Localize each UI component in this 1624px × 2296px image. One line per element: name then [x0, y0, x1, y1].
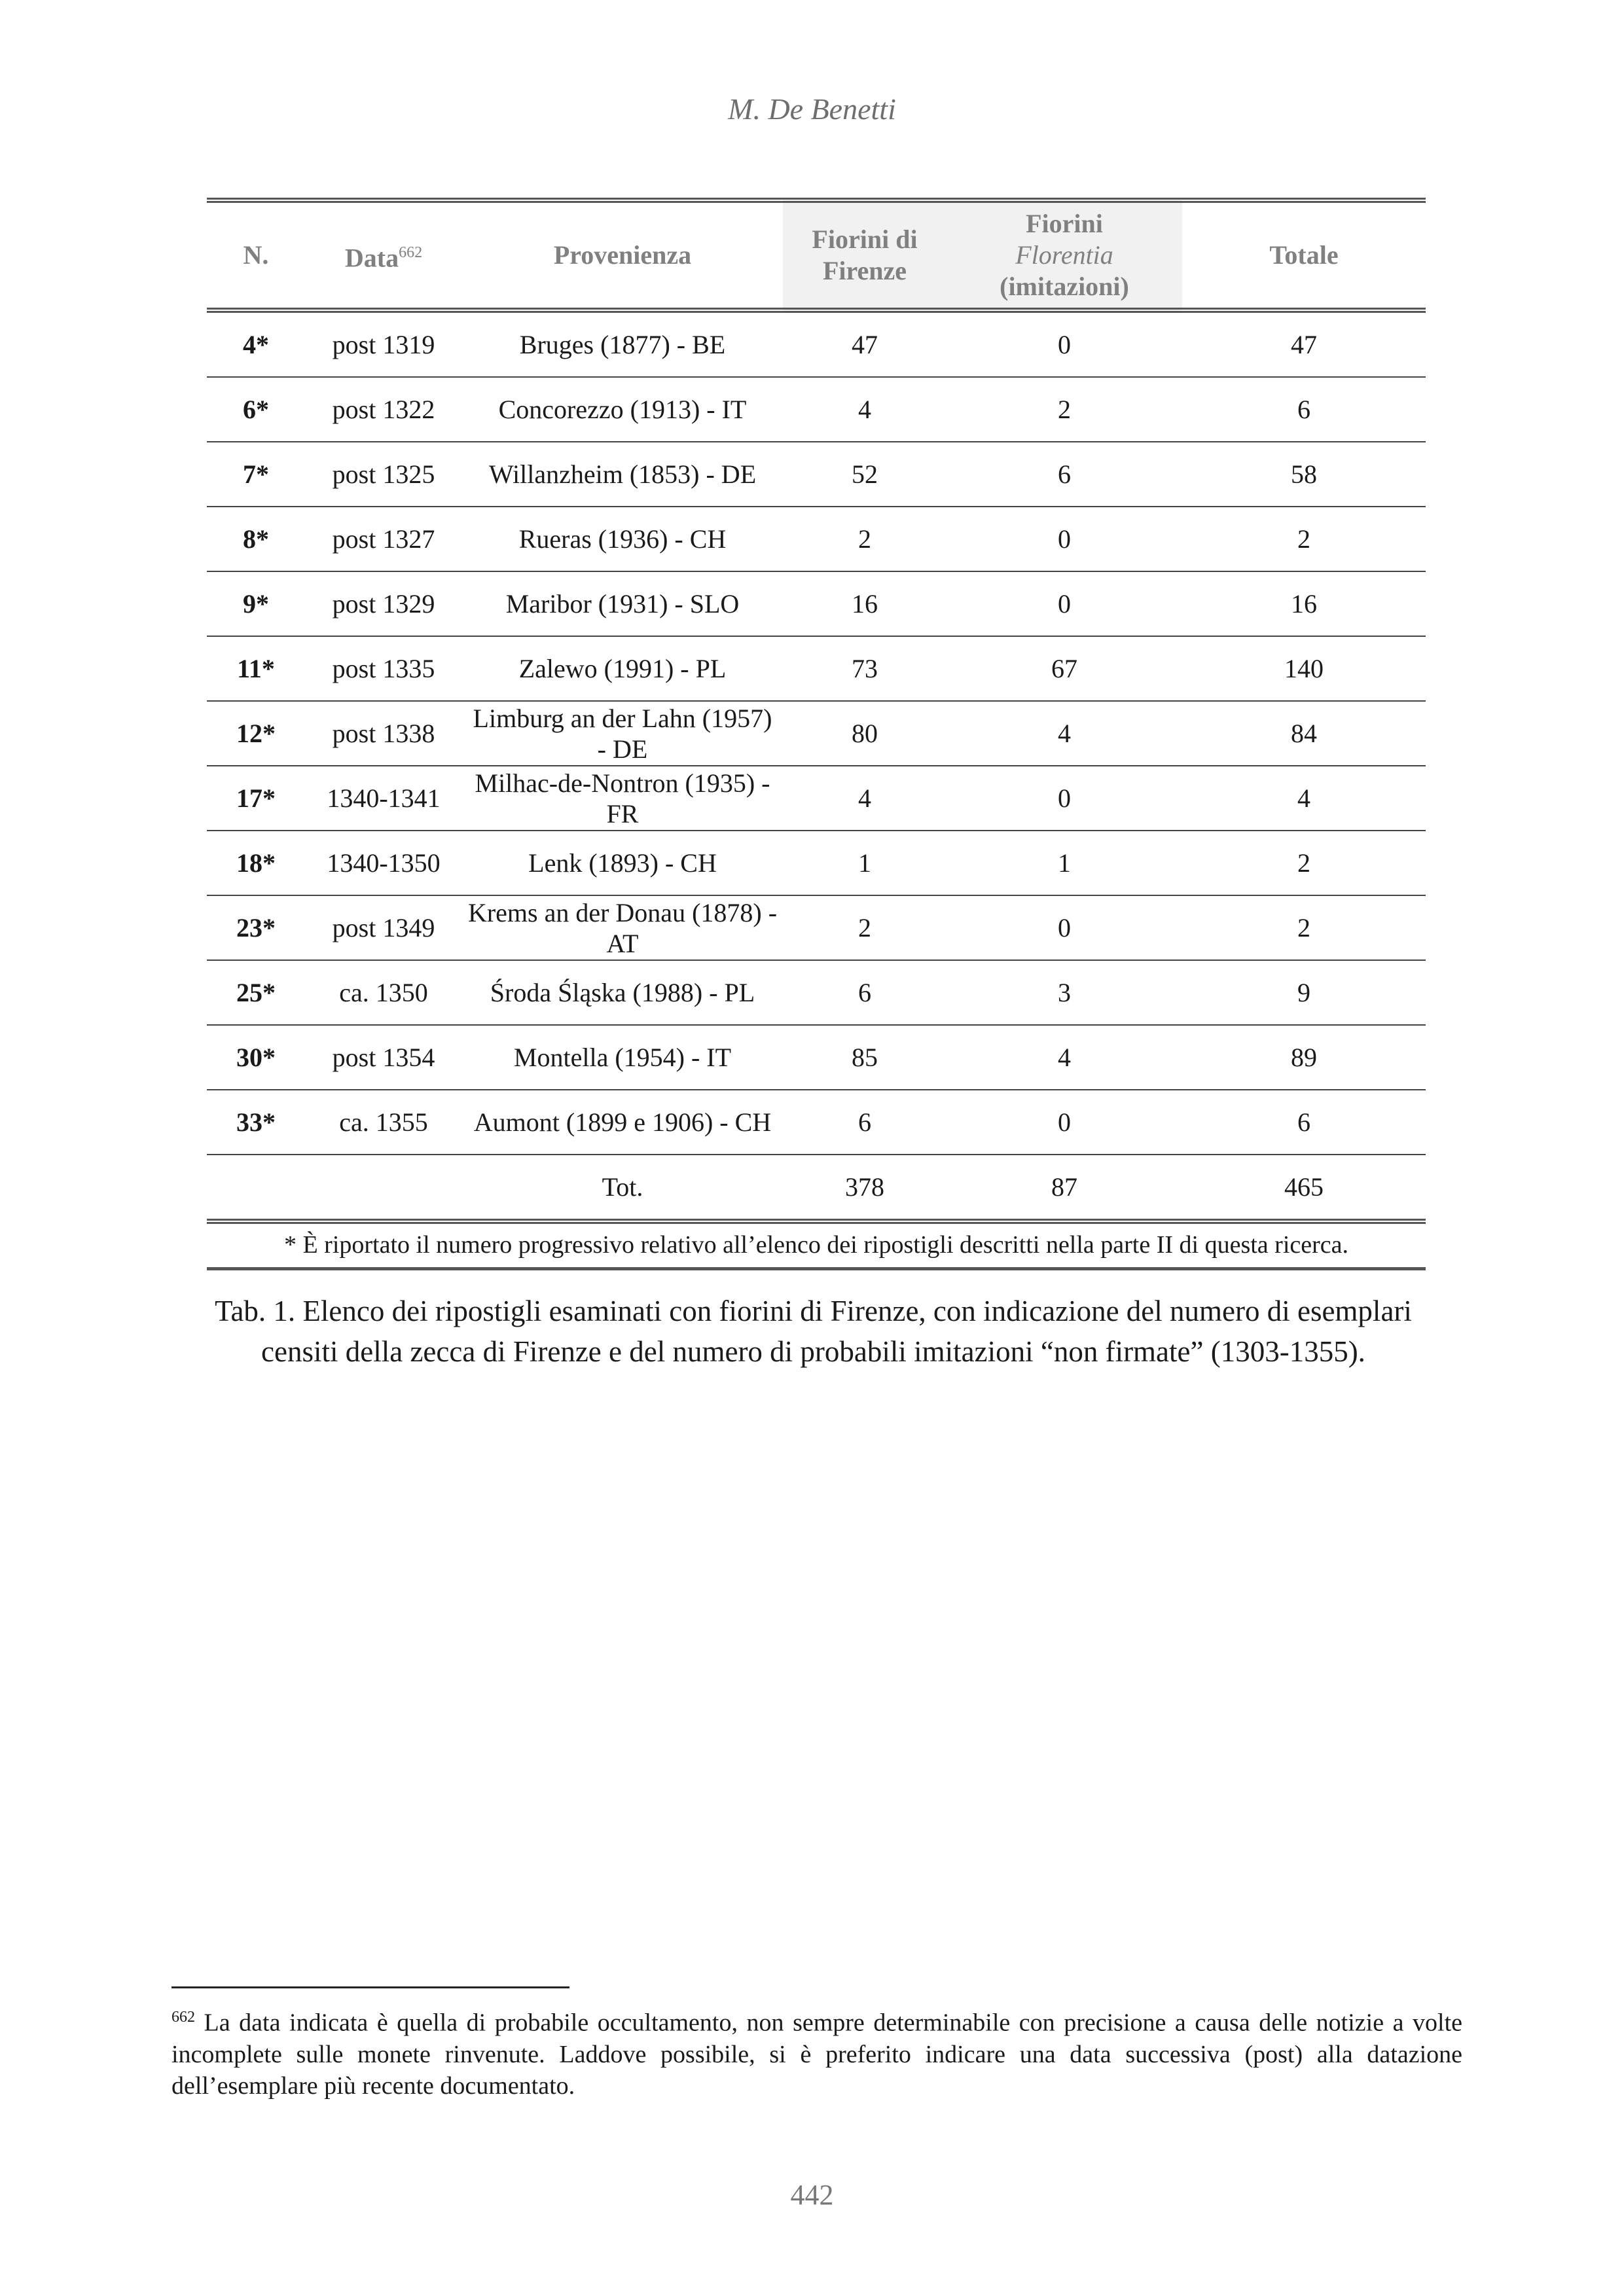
cell-fiorini-firenze: 73	[783, 636, 947, 701]
cell-n: 18*	[207, 831, 305, 895]
table-row	[207, 960, 1426, 1025]
cell-n: 4*	[207, 310, 305, 377]
cell-provenienza: Rueras (1936) - CH	[462, 507, 783, 571]
cell-fiorini-firenze: 1	[783, 831, 947, 895]
cell-fiorini-florentia: 1	[947, 831, 1182, 895]
cell-provenienza: Krems an der Donau (1878) - AT	[462, 895, 783, 960]
cell-totale: 84	[1182, 701, 1426, 766]
cell-provenienza: Środa Śląska (1988) - PL	[462, 960, 783, 1025]
cell-n: 9*	[207, 571, 305, 636]
table-row	[207, 895, 1426, 960]
cell-data: ca. 1355	[305, 1090, 462, 1155]
table-total-row	[207, 1155, 1426, 1221]
header-fiorini-firenze: Fiorini di Firenze	[783, 200, 947, 310]
cell-provenienza: Willanzheim (1853) - DE	[462, 442, 783, 507]
cell-totale: 9	[1182, 960, 1426, 1025]
cell-n: 7*	[207, 442, 305, 507]
cell-data: post 1319	[305, 310, 462, 377]
cell-n: 8*	[207, 507, 305, 571]
cell-data: post 1329	[305, 571, 462, 636]
cell-fiorini-firenze: 85	[783, 1025, 947, 1090]
table-row	[207, 701, 1426, 766]
footnote	[171, 2001, 1462, 2102]
hoards-table-container	[207, 198, 1426, 1270]
running-head: M. De Benetti	[728, 92, 896, 126]
header-totale: Totale	[1269, 240, 1339, 270]
cell-data: 1340-1350	[305, 831, 462, 895]
cell-n: 17*	[207, 766, 305, 831]
cell-total-florentia: 87	[947, 1155, 1182, 1221]
cell-provenienza: Bruges (1877) - BE	[462, 310, 783, 377]
cell-empty	[305, 1155, 462, 1221]
cell-total-label: Tot.	[462, 1155, 783, 1221]
header-fiorini-florentia-line3: (imitazioni)	[1000, 272, 1129, 301]
table-row	[207, 310, 1426, 377]
cell-data: post 1338	[305, 701, 462, 766]
cell-provenienza: Montella (1954) - IT	[462, 1025, 783, 1090]
cell-totale: 47	[1182, 310, 1426, 377]
cell-fiorini-florentia: 0	[947, 895, 1182, 960]
cell-fiorini-florentia: 67	[947, 636, 1182, 701]
cell-provenienza: Limburg an der Lahn (1957) - DE	[462, 701, 783, 766]
cell-fiorini-firenze: 52	[783, 442, 947, 507]
table-row	[207, 831, 1426, 895]
cell-fiorini-florentia: 6	[947, 442, 1182, 507]
cell-fiorini-florentia: 0	[947, 507, 1182, 571]
table-row	[207, 636, 1426, 701]
header-fiorini-florentia-line2: Florentia	[1015, 240, 1113, 270]
cell-fiorini-firenze: 4	[783, 377, 947, 442]
cell-total-firenze: 378	[783, 1155, 947, 1221]
cell-provenienza: Maribor (1931) - SLO	[462, 571, 783, 636]
table-row	[207, 507, 1426, 571]
cell-provenienza: Lenk (1893) - CH	[462, 831, 783, 895]
cell-totale: 140	[1182, 636, 1426, 701]
cell-n: 30*	[207, 1025, 305, 1090]
table-row	[207, 442, 1426, 507]
cell-fiorini-florentia: 0	[947, 1090, 1182, 1155]
cell-total-totale: 465	[1182, 1155, 1426, 1221]
footnote-text: La data indicata è quella di probabile occultamento, non sempre determinabile con precisione a causa delle notizie a volte incomplete sulle monete rinvenute. Laddove possibile, si è preferito indicare una data successiva (post) alla datazione dell’esemplare più recente documentato.	[171, 2009, 1462, 2100]
header-data-footnote-ref: 662	[399, 243, 423, 261]
table-caption: Tab. 1. Elenco dei ripostigli esaminati con fiorini di Firenze, con indicazione del numero di esemplari censiti della zecca di Firenze e del numero di probabili imitazioni “non firmate” (1303-1355).	[215, 1295, 1412, 1368]
page-number: 442	[790, 2179, 834, 2211]
cell-empty	[207, 1155, 305, 1221]
cell-fiorini-florentia: 4	[947, 701, 1182, 766]
table-row	[207, 766, 1426, 831]
cell-data: 1340-1341	[305, 766, 462, 831]
cell-fiorini-firenze: 6	[783, 1090, 947, 1155]
cell-data: post 1335	[305, 636, 462, 701]
cell-data: ca. 1350	[305, 960, 462, 1025]
cell-data: post 1349	[305, 895, 462, 960]
header-fiorini-florentia-line1: Fiorini	[1026, 209, 1103, 238]
cell-n: 11*	[207, 636, 305, 701]
cell-totale: 89	[1182, 1025, 1426, 1090]
header-provenienza: Provenienza	[553, 240, 692, 270]
table-row	[207, 1025, 1426, 1090]
cell-fiorini-firenze: 6	[783, 960, 947, 1025]
cell-fiorini-firenze: 80	[783, 701, 947, 766]
cell-n: 33*	[207, 1090, 305, 1155]
cell-totale: 6	[1182, 1090, 1426, 1155]
footnote-separator	[171, 1986, 569, 1988]
cell-totale: 2	[1182, 831, 1426, 895]
cell-fiorini-firenze: 47	[783, 310, 947, 377]
cell-fiorini-firenze: 16	[783, 571, 947, 636]
cell-totale: 58	[1182, 442, 1426, 507]
cell-fiorini-firenze: 4	[783, 766, 947, 831]
cell-n: 12*	[207, 701, 305, 766]
cell-fiorini-florentia: 4	[947, 1025, 1182, 1090]
header-fiorini-florentia	[947, 200, 1182, 310]
cell-fiorini-florentia: 0	[947, 571, 1182, 636]
table-row	[207, 377, 1426, 442]
cell-fiorini-firenze: 2	[783, 507, 947, 571]
cell-fiorini-firenze: 2	[783, 895, 947, 960]
cell-provenienza: Zalewo (1991) - PL	[462, 636, 783, 701]
table-note: * È riportato il numero progressivo relativo all’elenco dei ripostigli descritti nella parte II di questa ricerca.	[207, 1224, 1426, 1270]
cell-totale: 16	[1182, 571, 1426, 636]
table-row	[207, 1090, 1426, 1155]
cell-n: 6*	[207, 377, 305, 442]
hoards-table	[207, 198, 1426, 1224]
cell-fiorini-florentia: 3	[947, 960, 1182, 1025]
cell-n: 23*	[207, 895, 305, 960]
cell-data: post 1322	[305, 377, 462, 442]
cell-n: 25*	[207, 960, 305, 1025]
cell-provenienza: Aumont (1899 e 1906) - CH	[462, 1090, 783, 1155]
cell-provenienza: Milhac-de-Nontron (1935) - FR	[462, 766, 783, 831]
cell-data: post 1327	[305, 507, 462, 571]
cell-provenienza: Concorezzo (1913) - IT	[462, 377, 783, 442]
header-n: N.	[243, 240, 269, 270]
cell-fiorini-florentia: 0	[947, 766, 1182, 831]
cell-totale: 4	[1182, 766, 1426, 831]
cell-data: post 1354	[305, 1025, 462, 1090]
cell-fiorini-florentia: 0	[947, 310, 1182, 377]
header-data	[305, 200, 462, 310]
cell-totale: 2	[1182, 507, 1426, 571]
cell-data: post 1325	[305, 442, 462, 507]
table-row	[207, 571, 1426, 636]
cell-totale: 6	[1182, 377, 1426, 442]
footnote-number: 662	[171, 2009, 195, 2026]
table-header-row	[207, 200, 1426, 310]
header-data-label: Data	[344, 243, 399, 273]
cell-fiorini-florentia: 2	[947, 377, 1182, 442]
cell-totale: 2	[1182, 895, 1426, 960]
